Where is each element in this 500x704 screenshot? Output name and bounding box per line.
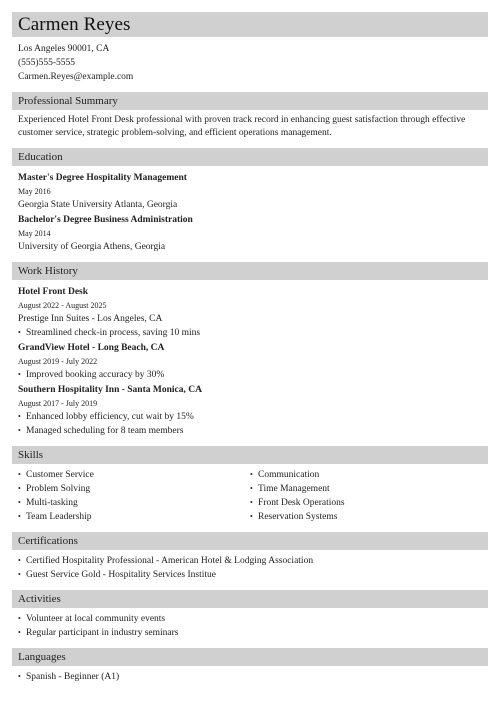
certification-item: • Certified Hospitality Professional - American Hotel & Lodging Association (18, 554, 482, 568)
skills-body (12, 464, 488, 524)
degree-date: May 2016 (18, 187, 51, 196)
education-body (12, 166, 488, 254)
education-entry (18, 214, 482, 254)
activity-item: • Regular participant in industry seminars (18, 626, 482, 640)
contact-phone: (555)555-5555 (18, 58, 75, 68)
degree-title: Master's Degree Hospitality Management (18, 173, 187, 183)
job-position: Southern Hospitality Inn - Santa Monica, CA (18, 385, 202, 395)
summary-section-header (12, 92, 488, 110)
certifications-title: Certifications (18, 535, 78, 547)
job-bullet: • Managed scheduling for 8 team members (18, 424, 482, 438)
languages-title: Languages (18, 651, 66, 663)
activities-body (12, 608, 488, 640)
work-body (12, 280, 488, 438)
language-item: • Spanish - Beginner (A1) (18, 670, 482, 684)
school-name: Georgia State University Atlanta, Georgia (18, 200, 178, 210)
skill-item: • Front Desk Operations (250, 496, 482, 510)
job-company: Prestige Inn Suites - Los Angeles, CA (18, 314, 163, 324)
skill-item: • Multi-tasking (18, 496, 250, 510)
name-header (12, 12, 488, 37)
degree-title: Bachelor's Degree Business Administration (18, 215, 193, 225)
job-bullet: • Enhanced lobby efficiency, cut wait by 15% (18, 410, 482, 424)
education-entry (18, 172, 482, 212)
education-title: Education (18, 151, 63, 163)
contact-info (12, 37, 488, 84)
summary-text: Experienced Hotel Front Desk professional with proven track record in enhancing guest satisfaction through effective customer service, strategic problem-solving, and efficient operations management. (18, 115, 466, 138)
job-entry (18, 342, 482, 382)
job-date: August 2017 - July 2019 (18, 399, 98, 408)
school-name: University of Georgia Athens, Georgia (18, 242, 166, 252)
summary-body (12, 110, 488, 140)
certifications-body (12, 550, 488, 582)
candidate-name: Carmen Reyes (18, 13, 131, 35)
work-section-header (12, 262, 488, 280)
skill-item: • Time Management (250, 482, 482, 496)
job-bullets (18, 368, 482, 382)
job-position: Hotel Front Desk (18, 287, 89, 297)
degree-date: May 2014 (18, 229, 51, 238)
contact-address: Los Angeles 90001, CA (18, 44, 110, 54)
skill-item: • Reservation Systems (250, 510, 482, 524)
skill-item: • Communication (250, 468, 482, 482)
activity-item: • Volunteer at local community events (18, 612, 482, 626)
skills-right-column (250, 468, 482, 524)
skill-item: • Problem Solving (18, 482, 250, 496)
summary-title: Professional Summary (18, 95, 118, 107)
job-entry (18, 384, 482, 438)
activities-title: Activities (18, 593, 61, 605)
job-bullets (18, 326, 482, 340)
job-bullet: • Streamlined check-in process, saving 10 mins (18, 326, 482, 340)
skill-item: • Customer Service (18, 468, 250, 482)
skill-item: • Team Leadership (18, 510, 250, 524)
education-section-header (12, 148, 488, 166)
languages-body (12, 666, 488, 682)
job-bullet: • Improved booking accuracy by 30% (18, 368, 482, 382)
certifications-section-header (12, 532, 488, 550)
certification-item: • Guest Service Gold - Hospitality Services Institue (18, 568, 482, 582)
job-date: August 2022 - August 2025 (18, 301, 107, 310)
skills-left-column (18, 468, 250, 524)
skills-section-header (12, 446, 488, 464)
job-entry (18, 286, 482, 340)
skills-title: Skills (18, 449, 44, 461)
job-position: GrandView Hotel - Long Beach, CA (18, 343, 165, 353)
job-date: August 2019 - July 2022 (18, 357, 98, 366)
activities-section-header (12, 590, 488, 608)
contact-email: Carmen.Reyes@example.com (18, 72, 134, 82)
job-bullets (18, 410, 482, 438)
languages-section-header (12, 648, 488, 666)
work-title: Work History (18, 265, 78, 277)
